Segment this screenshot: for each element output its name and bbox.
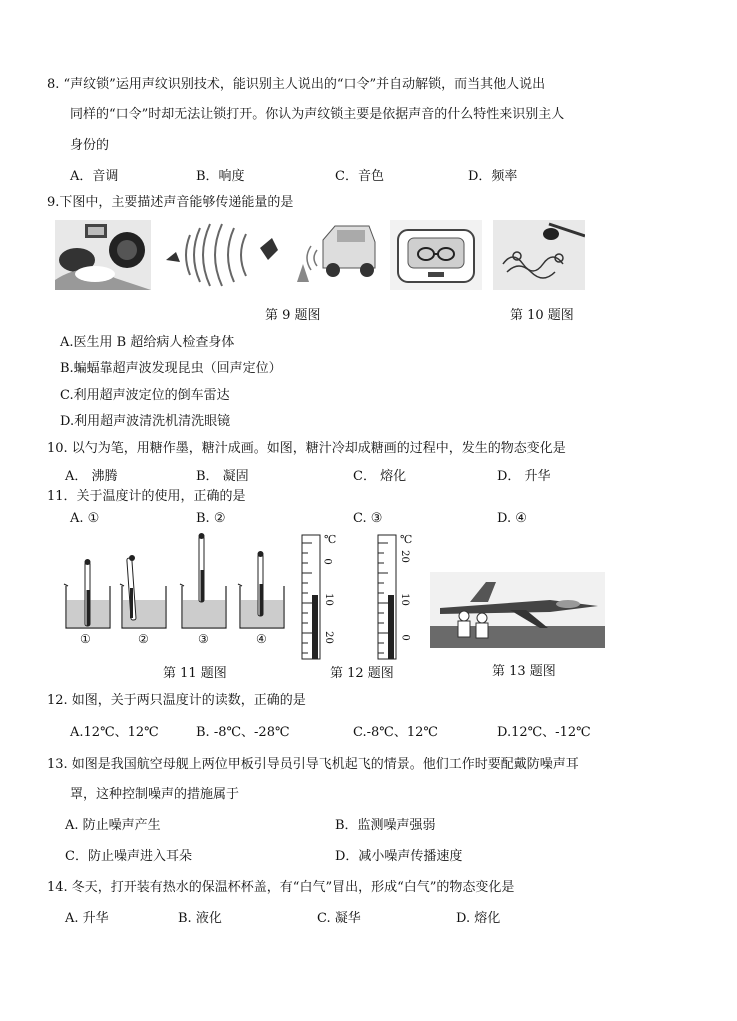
carrier-jet-photo	[430, 572, 605, 648]
q11-option-a: A. ①	[70, 511, 100, 526]
left-tick-20: 20	[322, 631, 334, 644]
sugar-painting-photo	[493, 220, 585, 290]
q12-option-d: D.12℃、-12℃	[497, 725, 591, 740]
beaker-label-1: ①	[80, 632, 91, 646]
q8-option-b: B．响度	[196, 169, 245, 184]
caption-fig13: 第 13 题图	[492, 664, 556, 679]
left-thermo-unit: ℃	[324, 533, 337, 546]
parking-radar-photo	[295, 220, 377, 290]
q8-stem-line2: 同样的“口令”时却无法让锁打开。你认为声纹锁主要是依据声音的什么特性来识别主人	[70, 107, 565, 122]
q14-option-d: D. 熔化	[456, 911, 501, 926]
beaker-label-3: ③	[198, 632, 209, 646]
beaker-label-4: ④	[256, 632, 267, 646]
q10-option-d: D． 升华	[497, 469, 551, 484]
q12-option-a: A.12℃、12℃	[70, 725, 159, 740]
q13-stem-line2: 罩，这种控制噪声的措施属于	[70, 787, 240, 802]
q14-option-a: A. 升华	[65, 911, 109, 926]
right-tick-10: 10	[398, 593, 410, 606]
q12-option-c: C.-8℃、12℃	[353, 725, 438, 740]
caption-fig9: 第 9 题图	[265, 308, 321, 323]
q9-option-b: B.蝙蝠靠超声波发现昆虫（回声定位）	[60, 361, 282, 376]
q9-option-a: A.医生用 B 超给病人检查身体	[60, 335, 235, 350]
q10-option-a: A． 沸腾	[65, 469, 118, 484]
q13-option-c: C．防止噪声进入耳朵	[65, 849, 192, 864]
q11-option-c: C. ③	[353, 511, 383, 526]
caption-fig12: 第 12 题图	[330, 666, 394, 681]
right-thermo-unit: ℃	[400, 533, 413, 546]
q9-option-d: D.利用超声波清洗机清洗眼镜	[60, 414, 231, 429]
q10-option-c: C． 熔化	[353, 469, 407, 484]
left-tick-0: 0	[321, 558, 333, 565]
q10-option-b: B． 凝固	[196, 469, 249, 484]
q13-stem-line1: 13. 如图是我国航空母舰上两位甲板引导员引导飞机起飞的情景。他们工作时要配戴防噪声耳	[47, 757, 579, 772]
q14-option-c: C. 凝华	[317, 911, 361, 926]
q8-option-d: D．频率	[468, 169, 518, 184]
ultrasound-exam-photo	[55, 220, 151, 290]
q8-option-c: C．音色	[335, 169, 384, 184]
q12-option-b: B. -8℃、-28℃	[196, 725, 290, 740]
q10-stem: 10. 以勺为笔，用糖作墨，糖汁成画。如图，糖汁冷却成糖画的过程中，发生的物态变化是	[47, 441, 566, 456]
right-tick-0: 0	[399, 634, 411, 641]
q8-option-a: A．音调	[70, 169, 119, 184]
q9-option-c: C.利用超声波定位的倒车雷达	[60, 388, 230, 403]
q11-option-d: D. ④	[497, 511, 527, 526]
ultrasonic-cleaner-photo	[390, 220, 482, 290]
caption-fig11: 第 11 题图	[163, 666, 227, 681]
beaker-label-2: ②	[138, 632, 149, 646]
q13-option-b: B．监测噪声强弱	[335, 818, 436, 833]
q8-stem-line1: 8. “声纹锁”运用声纹识别技术，能识别主人说出的“口令”并自动解锁，而当其他人说出	[47, 77, 546, 92]
q14-stem: 14. 冬天，打开装有热水的保温杯杯盖，有“白气”冒出，形成“白气”的物态变化是	[47, 880, 515, 895]
q12-stem: 12. 如图，关于两只温度计的读数，正确的是	[47, 693, 306, 708]
q8-stem-line3: 身份的	[70, 138, 110, 153]
left-tick-10: 10	[322, 593, 334, 606]
bat-echolocation-photo	[160, 220, 286, 290]
q9-stem: 9.下图中，主要描述声音能够传递能量的是	[47, 195, 294, 210]
caption-fig10: 第 10 题图	[510, 308, 574, 323]
q13-option-a: A. 防止噪声产生	[65, 818, 161, 833]
q14-option-b: B. 液化	[178, 911, 222, 926]
q11-option-b: B. ②	[196, 511, 226, 526]
q13-option-d: D．减小噪声传播速度	[335, 849, 463, 864]
right-tick-20: 20	[398, 550, 410, 563]
q11-stem: 11．关于温度计的使用，正确的是	[47, 489, 246, 504]
